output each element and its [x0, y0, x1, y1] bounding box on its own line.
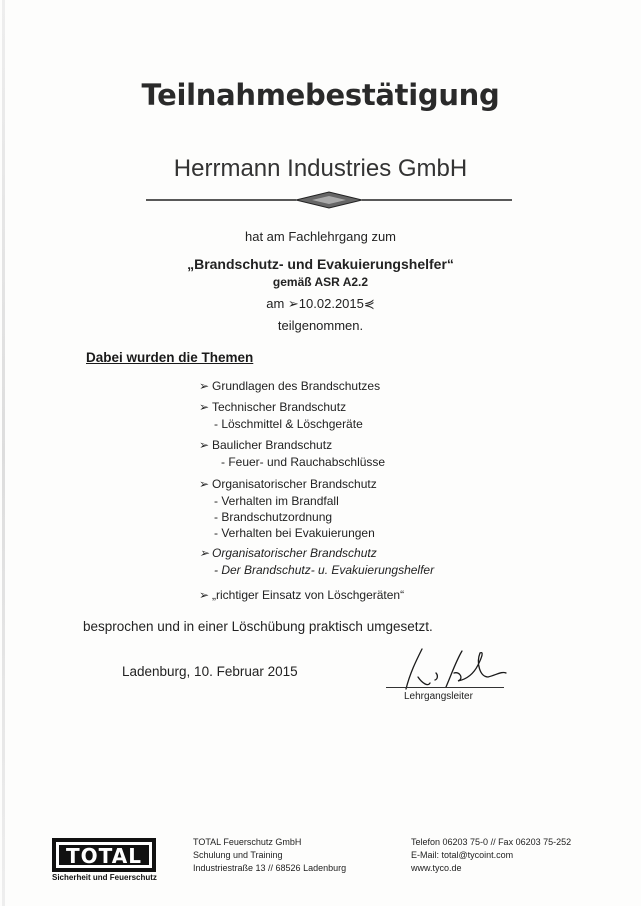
topic-title: Organisatorischer Brandschutz	[212, 546, 377, 560]
topic-item	[199, 545, 434, 578]
signature-label: Lehrgangsleiter	[404, 691, 473, 702]
footer-phone: Telefon 06203 75-0 // Fax 06203 75-252	[411, 837, 572, 847]
topic-subitem: - Verhalten bei Evakuierungen	[214, 526, 375, 540]
footer-address-block	[193, 836, 346, 875]
participated-line: teilgenommen.	[277, 318, 364, 333]
course-basis: gemäß ASR A2.2	[272, 275, 369, 289]
themes-heading: Dabei wurden die Themen	[86, 350, 254, 365]
arrow-bullet-icon: ➢	[199, 438, 210, 452]
summary-line: besprochen und in einer Löschübung praktisch umgesetzt.	[83, 619, 433, 634]
total-logo	[52, 838, 156, 872]
topic-title: Grundlagen des Brandschutzes	[212, 379, 381, 393]
footer-division: Schulung und Training	[193, 850, 283, 860]
course-date: am ➢10.02.2015⋞	[266, 296, 375, 311]
topic-item	[199, 378, 380, 395]
footer-company: TOTAL Feuerschutz GmbH	[193, 837, 302, 847]
footer-email: E-Mail: total@tycoint.com	[411, 850, 514, 860]
footer-address: Industriestraße 13 // 68526 Ladenburg	[193, 863, 347, 873]
course-title: „Brandschutz- und Evakuierungshelfer“	[187, 256, 454, 272]
place-date: Ladenburg, 10. Februar 2015	[122, 664, 298, 679]
arrow-bullet-icon: ➢	[199, 379, 210, 393]
logo-text: TOTAL	[59, 845, 149, 865]
intro-line: hat am Fachlehrgang zum	[244, 229, 397, 244]
footer-contact-block	[411, 836, 571, 875]
ornament-divider	[146, 190, 512, 210]
footer-web: www.tyco.de	[411, 863, 462, 873]
topic-title: „richtiger Einsatz von Löschgeräten“	[212, 588, 405, 602]
topic-subitem: - Feuer- und Rauchabschlüsse	[221, 455, 386, 469]
topic-subitem: - Der Brandschutz- u. Evakuierungshelfer	[214, 563, 435, 577]
certificate-title: Teilnahmebestätigung	[141, 78, 500, 112]
topic-title: Organisatorischer Brandschutz	[212, 477, 377, 491]
arrow-bullet-icon: ➢	[199, 477, 210, 491]
arrow-bullet-icon: ➢	[199, 546, 210, 560]
topic-subitem: - Brandschutzordnung	[214, 510, 333, 524]
topic-item	[199, 587, 404, 604]
signature-line	[386, 687, 504, 688]
topic-subitem: - Verhalten im Brandfall	[214, 494, 339, 508]
arrow-bullet-icon: ➢	[199, 400, 210, 414]
topic-item	[199, 476, 377, 541]
topic-subitem: - Löschmittel & Löschgeräte	[214, 417, 363, 431]
scan-edge	[2, 0, 5, 906]
company-name: Herrmann Industries GmbH	[173, 155, 468, 182]
topic-title: Technischer Brandschutz	[212, 400, 347, 414]
topic-item	[199, 399, 363, 432]
topic-item	[199, 437, 385, 470]
handwritten-signature	[388, 643, 508, 693]
arrow-bullet-icon: ➢	[199, 588, 210, 602]
topic-title: Baulicher Brandschutz	[212, 438, 333, 452]
logo-tagline: Sicherheit und Feuerschutz	[52, 873, 157, 882]
